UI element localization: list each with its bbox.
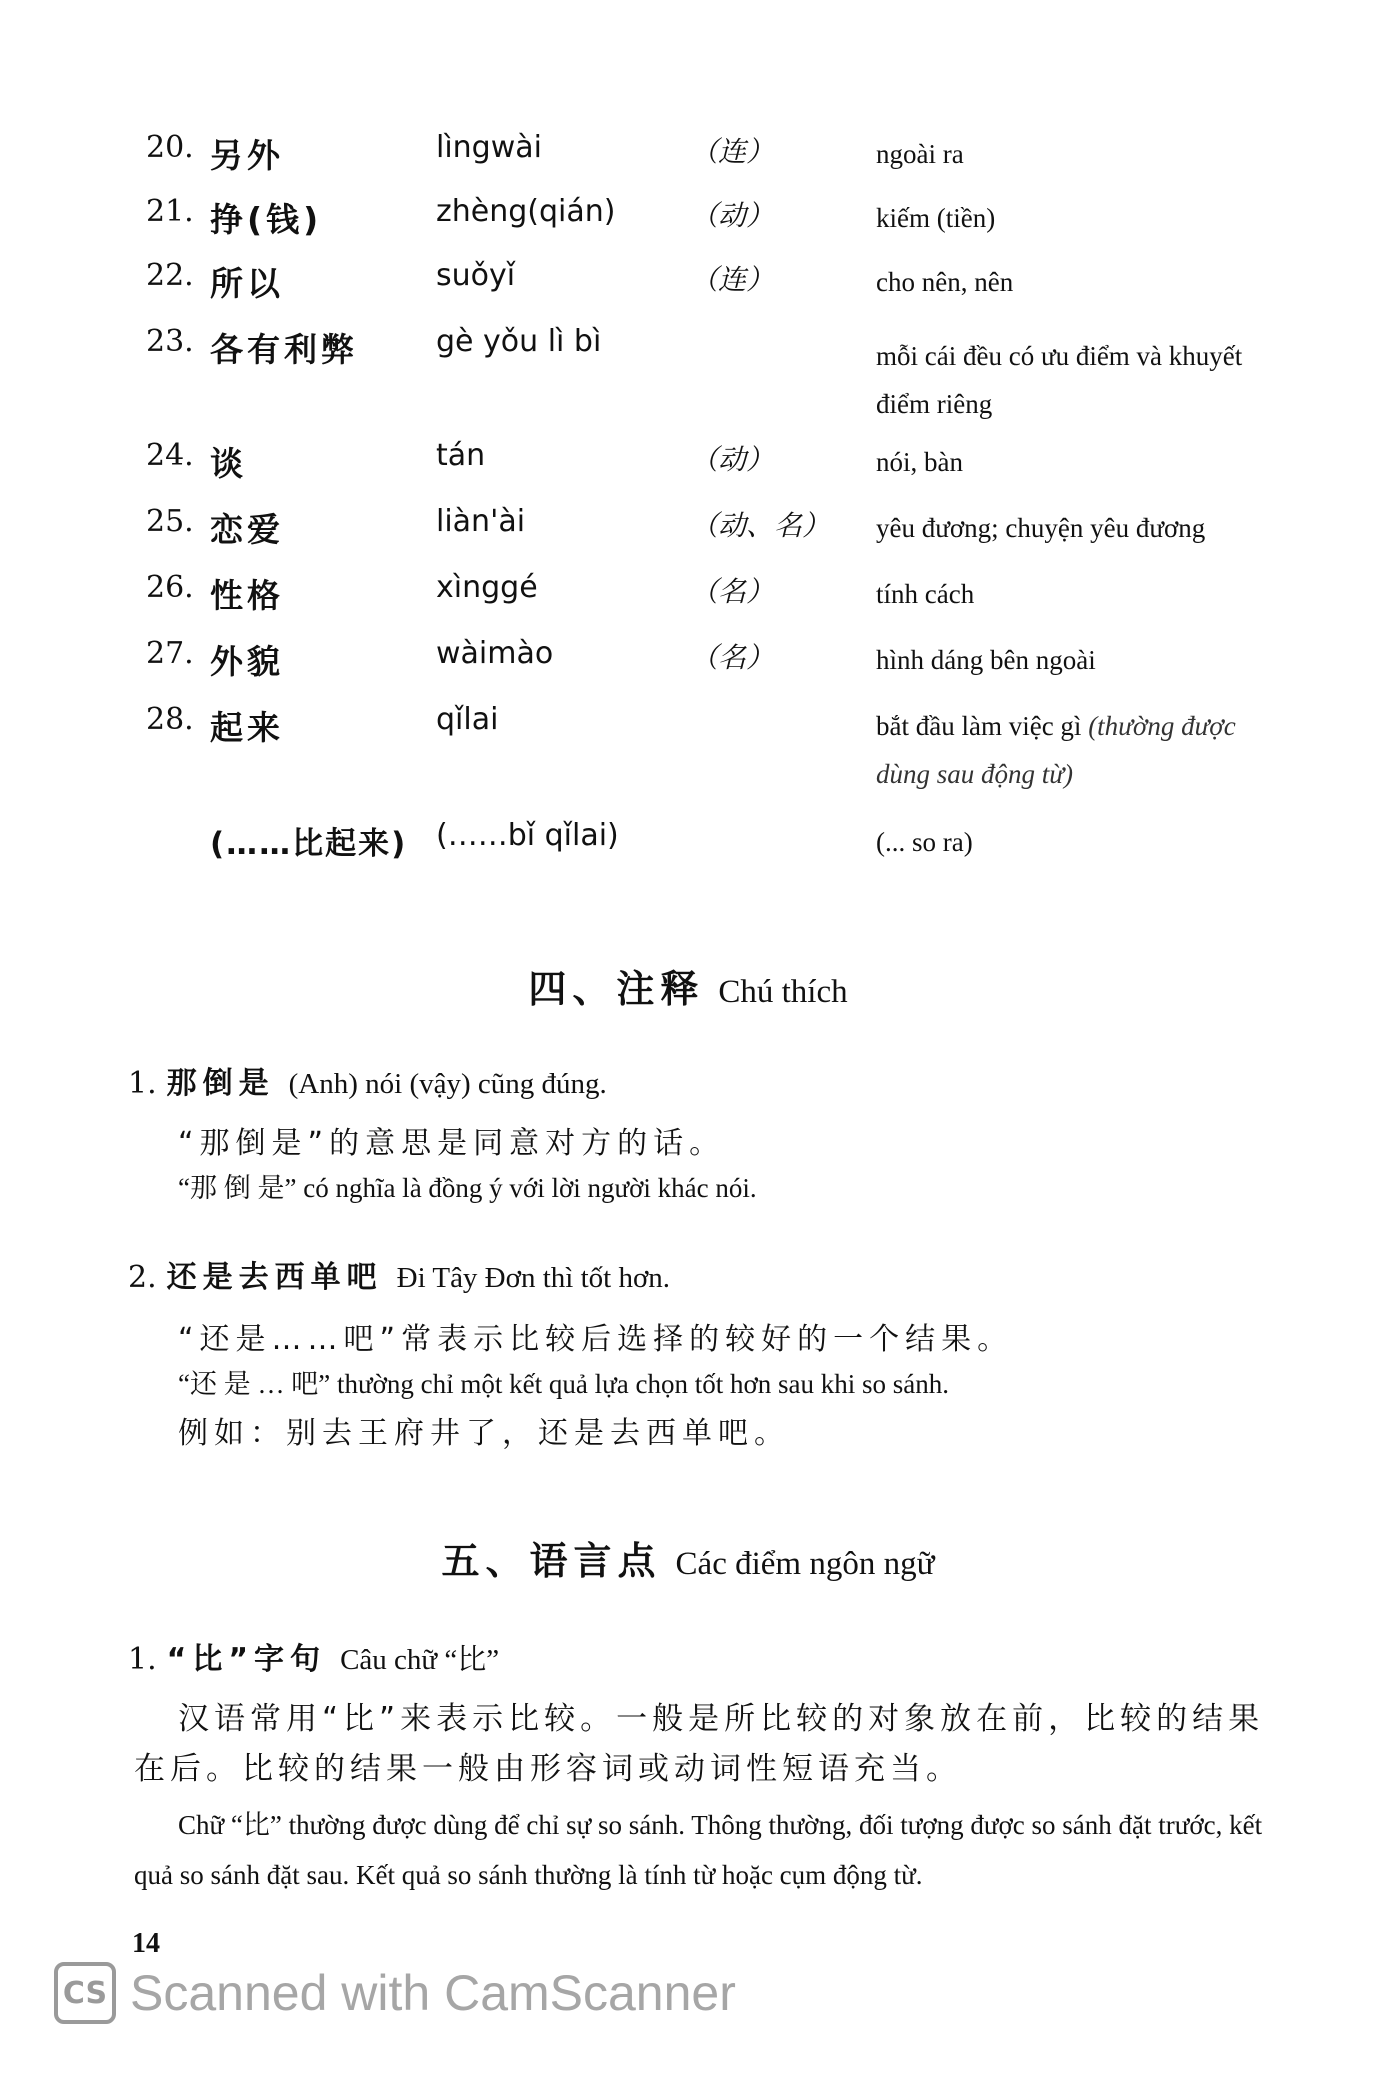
vocab-extra-word: (……比起来) — [210, 826, 408, 862]
vocab-word: 恋爱 — [210, 510, 284, 549]
vocab-pinyin: suǒyǐ — [436, 258, 516, 293]
note-explanation-vi: “那 倒 是” có nghĩa là đồng ý với lời người khác nói. — [178, 1173, 757, 1203]
vocab-number: 28. — [146, 702, 194, 737]
note-term-zh: 还是去西单吧 — [166, 1260, 383, 1295]
note-term-zh: 那倒是 — [166, 1066, 275, 1101]
vocab-number: 23. — [146, 324, 194, 359]
vocab-number: 25. — [146, 504, 194, 539]
note-term-vi: Đi Tây Đơn thì tốt hơn. — [396, 1262, 671, 1294]
vocab-meaning: hình dáng bên ngoài — [876, 645, 1096, 675]
section-heading-language-points — [0, 1530, 1376, 1585]
section-heading-vi: Các điểm ngôn ngữ — [675, 1546, 935, 1582]
page-number: 14 — [132, 1928, 160, 1959]
note-title — [128, 1252, 670, 1296]
vocab-word: 性格 — [210, 576, 284, 615]
vocab-word: 谈 — [210, 444, 247, 483]
vocab-extra-meaning: (... so ra) — [876, 827, 973, 857]
section-heading-vi: Chú thích — [718, 974, 848, 1010]
vocab-meaning: tính cách — [876, 579, 975, 609]
point-paragraph-zh: 汉语常用“比”来表示比较。一般是所比较的对象放在前，比较的结果在后。比较的结果一般由形容词或动词性短语充当。 — [134, 1701, 1265, 1787]
vocab-pos: （动） — [690, 443, 775, 476]
vocab-word: 另外 — [210, 136, 284, 175]
vocab-pinyin: gè yǒu lì bì — [436, 324, 602, 359]
vocab-pinyin: qǐlai — [436, 702, 499, 737]
watermark-text: Scanned with CamScanner — [130, 1965, 736, 2021]
vocab-pinyin: wàimào — [436, 636, 554, 671]
note-number: 2. — [128, 1260, 157, 1295]
vocab-word: 各有利弊 — [210, 330, 358, 369]
point-title — [128, 1634, 499, 1678]
vocab-meaning: mỗi cái đều có ưu điểm và khuyết điểm riêng — [876, 341, 1243, 419]
vocab-pinyin: xìnggé — [436, 570, 538, 605]
vocab-pos: （名） — [690, 575, 775, 608]
section-heading-zh: 五、语言点 — [441, 1539, 662, 1583]
vocab-meaning: kiếm (tiền) — [876, 203, 996, 233]
note-number: 1. — [128, 1066, 157, 1101]
vocab-number: 22. — [146, 258, 194, 293]
note-example: 例如：别去王府井了，还是去西单吧。 — [178, 1416, 790, 1451]
vocab-pos: （名） — [690, 641, 775, 674]
point-paragraph-vi: Chữ “比” thường được dùng để chỉ sự so sánh. Thông thường, đối tượng được so sánh đặt trước, kết quả so sánh đặt sau. Kết quả so sánh thường là tính từ hoặc cụm động từ. — [134, 1810, 1263, 1890]
vocab-pos: （连） — [690, 135, 775, 168]
point-term-vi: Câu chữ “比” — [340, 1644, 500, 1676]
vocab-number: 24. — [146, 438, 194, 473]
camscanner-watermark — [54, 1958, 736, 2028]
vocab-meaning: ngoài ra — [876, 139, 964, 169]
vocab-number: 27. — [146, 636, 194, 671]
vocab-pinyin: zhèng(qián) — [436, 194, 616, 229]
vocab-pinyin: lìngwài — [436, 130, 542, 165]
note-title — [128, 1058, 607, 1102]
vocab-meaning: nói, bàn — [876, 447, 963, 477]
vocab-word: 所以 — [210, 264, 284, 303]
vocab-pos: （动） — [690, 199, 775, 232]
point-number: 1. — [128, 1642, 157, 1677]
vocab-meaning-main: bắt đầu làm việc gì — [876, 711, 1082, 741]
note-explanation-zh: “还是……吧”常表示比较后选择的较好的一个结果。 — [178, 1322, 1014, 1357]
vocab-pinyin: tán — [436, 438, 486, 473]
vocab-number: 20. — [146, 130, 194, 165]
vocab-meaning: cho nên, nên — [876, 267, 1014, 297]
point-term-zh: “比”字句 — [166, 1642, 327, 1677]
section-heading-zh: 四、注释 — [528, 967, 705, 1011]
camscanner-logo-icon: CS — [54, 1962, 116, 2024]
vocab-extra-pinyin: (……bǐ qǐlai) — [436, 818, 619, 853]
vocab-word: 挣(钱) — [210, 200, 323, 239]
vocab-word: 外貌 — [210, 642, 284, 681]
vocab-number: 21. — [146, 194, 194, 229]
vocab-pinyin: liàn'ài — [436, 504, 526, 539]
vocab-meaning-note: (thường được dùng sau động từ) — [876, 711, 1236, 789]
section-heading-notes — [0, 958, 1376, 1013]
vocab-meaning — [876, 702, 1296, 798]
vocab-pos: （连） — [690, 263, 775, 296]
note-explanation-zh: “那倒是”的意思是同意对方的话。 — [178, 1126, 726, 1161]
note-term-vi: (Anh) nói (vậy) cũng đúng. — [288, 1068, 607, 1100]
vocab-number: 26. — [146, 570, 194, 605]
vocab-pos: （动、名） — [690, 509, 831, 542]
note-explanation-vi: “还 是 … 吧” thường chỉ một kết quả lựa chọn tốt hơn sau khi so sánh. — [178, 1369, 949, 1399]
vocab-meaning: yêu đương; chuyện yêu đương — [876, 513, 1206, 543]
vocab-word: 起来 — [210, 708, 284, 747]
